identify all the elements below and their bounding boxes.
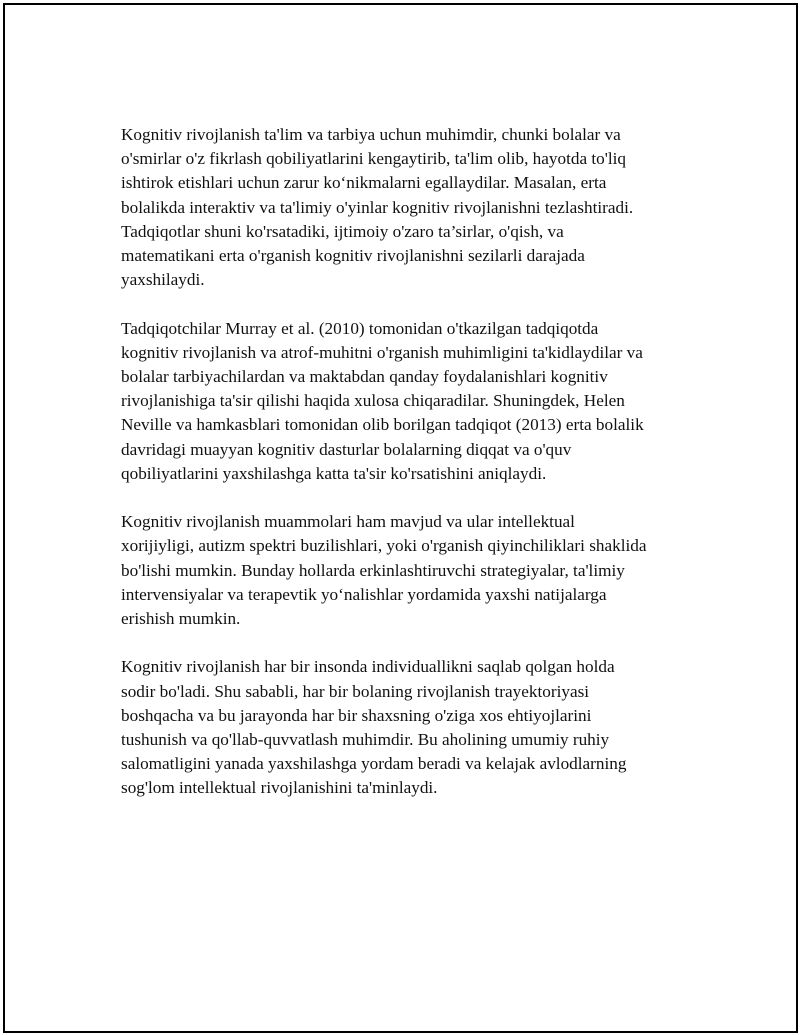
page-border: [3, 3, 798, 1033]
paragraph-4: Kognitiv rivojlanish har bir insonda individuallikni saqlab qolgan holda sodir bo'ladi. Shu sababli, har bir bolaning rivojlanish trayektoriyasi boshqacha va bu jarayonda har bir shaxsning o'ziga xos ehtiyojlarini tushunish va qo'llab-quvvatlash muhimdir. Bu aholining umumiy ruhiy salomatligini yanada yaxshilashga yordam beradi va kelajak avlodlarning sog'lom intellektual rivojlanishini ta'minlaydi.: [121, 657, 627, 798]
paragraph-2: Tadqiqotchilar Murray et al. (2010) tomonidan o'tkazilgan tadqiqotda kognitiv rivojlanish va atrof-muhitni o'rganish muhimligini ta'kidlaydilar va bolalar tarbiyachilardan va maktabdan qanday foydalanishlari kognitiv rivojlanishiga ta'sir qilishi haqida xulosa chiqaradilar. Shuningdek, Helen Neville va hamkasblari tomonidan olib borilgan tadqiqot (2013) erta bolalik davridagi muayyan kognitiv dasturlar bolalarning diqqat va o'quv qobiliyatlarini yaxshilashga katta ta'sir ko'rsatishini aniqlaydi.: [121, 318, 644, 483]
paragraph-1: Kognitiv rivojlanish ta'lim va tarbiya uchun muhimdir, chunki bolalar va o'smirlar o'z fikrlash qobiliyatlarini kengaytirib, ta'lim olib, hayotda to'liq ishtirok etishlari uchun zarur ko‘nikmalarni egallaydilar. Masalan, erta bolalikda interaktiv va ta'limiy o'yinlar kognitiv rivojlanishni tezlashtiradi. Tadqiqotlar shuni ko'rsatadiki, ijtimoiy o'zaro ta’sirlar, o'qish, va matematikani erta o'rganish kognitiv rivojlanishni sezilarli darajada yaxshilaydi.: [121, 125, 634, 290]
document-body: [121, 123, 701, 825]
paragraph-3: Kognitiv rivojlanish muammolari ham mavjud va ular intellektual xorijiyligi, autizm spektri buzilishlari, yoki o'rganish qiyinchiliklari shaklida bo'lishi mumkin. Bunday hollarda erkinlashtiruvchi strategiyalar, ta'limiy intervensiyalar va terapevtik yo‘nalishlar yordamida yaxshi natijalarga erishish mumkin.: [121, 512, 647, 629]
